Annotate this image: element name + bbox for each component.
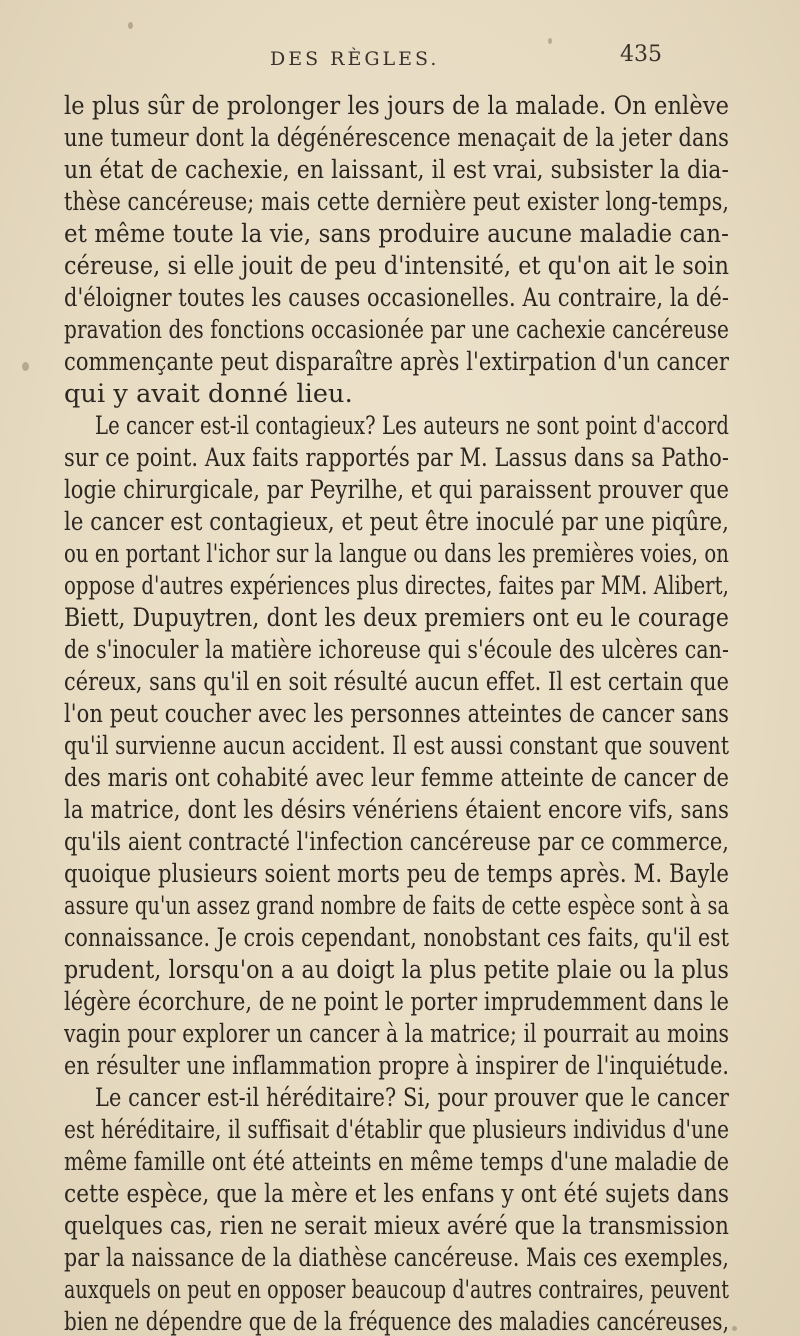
text-line: une tumeur dont la dégénérescence menaçait de la jeter dans [64, 123, 730, 153]
text-line: même famille ont été atteints en même temps d'une maladie de [64, 1147, 730, 1177]
text-line: quelques cas, rien ne serait mieux avéré que la transmission [64, 1211, 729, 1241]
text-line: le cancer est contagieux, et peut être inoculé par une piqûre, [64, 507, 729, 537]
foxing-spot [22, 362, 29, 371]
text-line: thèse cancéreuse; mais cette dernière peut exister long-temps, [64, 187, 729, 217]
running-title: DES RÈGLES. [270, 48, 440, 70]
text-line: logie chirurgicale, par Peyrilhe, et qui paraissent prouver que [64, 475, 729, 505]
text-line: et même toute la vie, sans produire aucune maladie can- [64, 219, 729, 249]
text-line: Le cancer est-il contagieux? Les auteurs ne sont point d'accord [95, 411, 729, 441]
text-line: céreuse, si elle jouit de peu d'intensité, et qu'on ait le soin [64, 251, 730, 281]
text-line: est héréditaire, il suffisait d'établir que plusieurs individus d'une [64, 1115, 730, 1145]
foxing-spot [548, 38, 552, 44]
text-line: cette espèce, que la mère et les enfans y ont été sujets dans [64, 1179, 730, 1209]
text-line: commençante peut disparaître après l'extirpation d'un cancer [64, 347, 730, 377]
text-line: qu'ils aient contracté l'infection cancéreuse par ce commerce, [64, 827, 730, 857]
text-line: un état de cachexie, en laissant, il est vrai, subsister la dia- [64, 155, 729, 185]
text-line: par la naissance de la diathèse cancéreuse. Mais ces exemples, [64, 1243, 730, 1273]
text-line: céreux, sans qu'il en soit résulté aucun effet. Il est certain que [64, 667, 730, 697]
text-line: connaissance. Je crois cependant, nonobstant ces faits, qu'il est [64, 923, 729, 953]
foxing-spot [128, 22, 133, 29]
text-line: d'éloigner toutes les causes occasionelles. Au contraire, la dé- [64, 283, 730, 313]
text-line: oppose d'autres expériences plus directes, faites par MM. Alibert, [64, 571, 729, 601]
text-line: sur ce point. Aux faits rapportés par M. Lassus dans sa Patho- [64, 443, 730, 473]
text-line: la matrice, dont les désirs vénériens étaient encore vifs, sans [64, 795, 730, 825]
foxing-spot [732, 1326, 737, 1331]
text-line: bien ne dépendre que de la fréquence des maladies cancéreuses, [64, 1307, 730, 1336]
text-line: Biett, Dupuytren, dont les deux premiers ont eu le courage [64, 603, 729, 633]
text-line: assure qu'un assez grand nombre de faits de cette espèce sont à sa [64, 891, 730, 921]
text-line: des maris ont cohabité avec leur femme atteinte de cancer de [64, 763, 729, 793]
text-line: pravation des fonctions occasionée par une cachexie cancéreuse [64, 315, 729, 345]
text-line: vagin pour explorer un cancer à la matrice; il pourrait au moins [64, 1019, 730, 1049]
text-line: l'on peut coucher avec les personnes atteintes de cancer sans [64, 699, 730, 729]
page-number: 435 [620, 42, 662, 67]
text-line: de s'inoculer la matière ichoreuse qui s'écoule des ulcères can- [64, 635, 730, 665]
text-line: qu'il survienne aucun accident. Il est aussi constant que souvent [64, 731, 730, 761]
text-line: quoique plusieurs soient morts peu de temps après. M. Bayle [64, 859, 730, 889]
text-line: légère écorchure, de ne point le porter imprudemment dans le [64, 987, 730, 1017]
text-line: Le cancer est-il héréditaire? Si, pour prouver que le cancer [95, 1083, 729, 1113]
text-line: qui y avait donné lieu. [64, 379, 353, 409]
text-line: le plus sûr de prolonger les jours de la malade. On enlève [64, 91, 730, 121]
page-header [0, 42, 800, 78]
text-line: auxquels on peut en opposer beaucoup d'autres contraires, peuvent [64, 1275, 729, 1305]
text-line: ou en portant l'ichor sur la langue ou dans les premières voies, on [64, 539, 730, 569]
text-line: prudent, lorsqu'on a au doigt la plus petite plaie ou la plus [64, 955, 729, 985]
text-line: en résulter une inflammation propre à inspirer de l'inquiétude. [64, 1051, 730, 1081]
